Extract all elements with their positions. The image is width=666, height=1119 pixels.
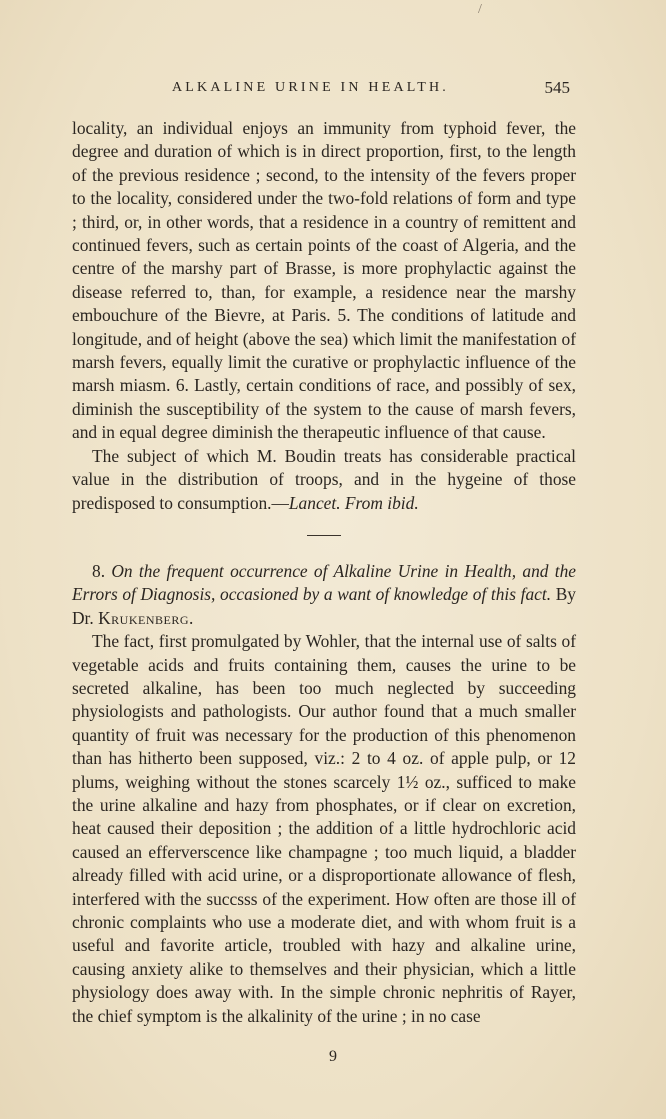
section-divider [307,535,341,536]
article2-number: 8. [92,560,106,581]
signature-mark: 9 [329,1048,337,1065]
running-head [72,80,570,104]
article2-author-prefix: By Dr. [72,584,576,628]
article1-paragraph-2 [72,445,576,515]
running-title: ALKALINE URINE IN HEALTH. [172,80,450,95]
page-number: 545 [544,78,570,97]
page-body [72,117,576,1028]
article1-source: Lancet. From ibid. [288,492,419,513]
article1-paragraph-1: locality, an individual enjoys an immunity from typhoid fever, the degree and duration of which is in direct proportion, first, to the length of the previous residence ; second, to the intensity of the fevers proper to the locality, considered under the two-fold relations of form and type ; third, or, in other words, that a residence in a country of remittent and continued fevers, such as certain points of the coast of Algeria, and the centre of the marshy part of Brasse, is more prophylactic against the disease referred to, than, for example, a residence near the marshy embouchure of the Bievre, at Paris. 5. The conditions of latitude and longitude, and of height (above the sea) which limit the manifestation of marsh fevers, equally limit the curative or prophylactic influence of the marsh miasm. 6. Lastly, certain conditions of race, and possibly of sex, diminish the susceptibility of the system to the cause of marsh fevers, and in equal degree diminish the therapeutic influence of that cause. [72,118,576,443]
article2-body: The fact, first promulgated by Wohler, that the internal use of salts of vegetable acids and fruits containing them, causes the urine to be secreted alkaline, has been too much neglected by succeeding physiologists and pathologists. Our author found that a much smaller quantity of fruit was necessary for the production of this phenomenon than has hitherto been supposed, viz.: 2 to 4 oz. of apple pulp, or 12 plums, weighing without the stones scarcely 1½ oz., sufficed to make the urine alkaline and hazy from phosphates, or if clear on excretion, heat caused their deposition ; the addition of a little hydrochloric acid caused an efferverscence like champagne ; too much liquid, a bladder already filled with acid urine, or a disproportionate allowance of flesh, interfered with the succsss of the experiment. How often are those ill of chronic complaints who use a moderate diet, and with whom fruit is a useful and favorite article, troubled with hazy and alkaline urine, causing anxiety alike to themselves and their physician, which a little physiology does away with. In the simple chronic nephritis of Rayer, the chief symptom is the alkalinity of the urine ; in no case [72,631,576,1026]
article1-para2-text: The subject of which M. Boudin treats has considerable practical value in the distribution of troops, and in the hygeine of those predisposed to consumption.— [72,445,576,513]
corner-mark: / [478,2,482,17]
article2-author-name: Krukenberg. [98,607,194,628]
article2-heading [72,560,576,630]
article2-title: On the frequent occurrence of Alkaline Urine in Health, and the Errors of Diagnosis, occasioned by a want of knowledge of this fact. [72,560,577,605]
